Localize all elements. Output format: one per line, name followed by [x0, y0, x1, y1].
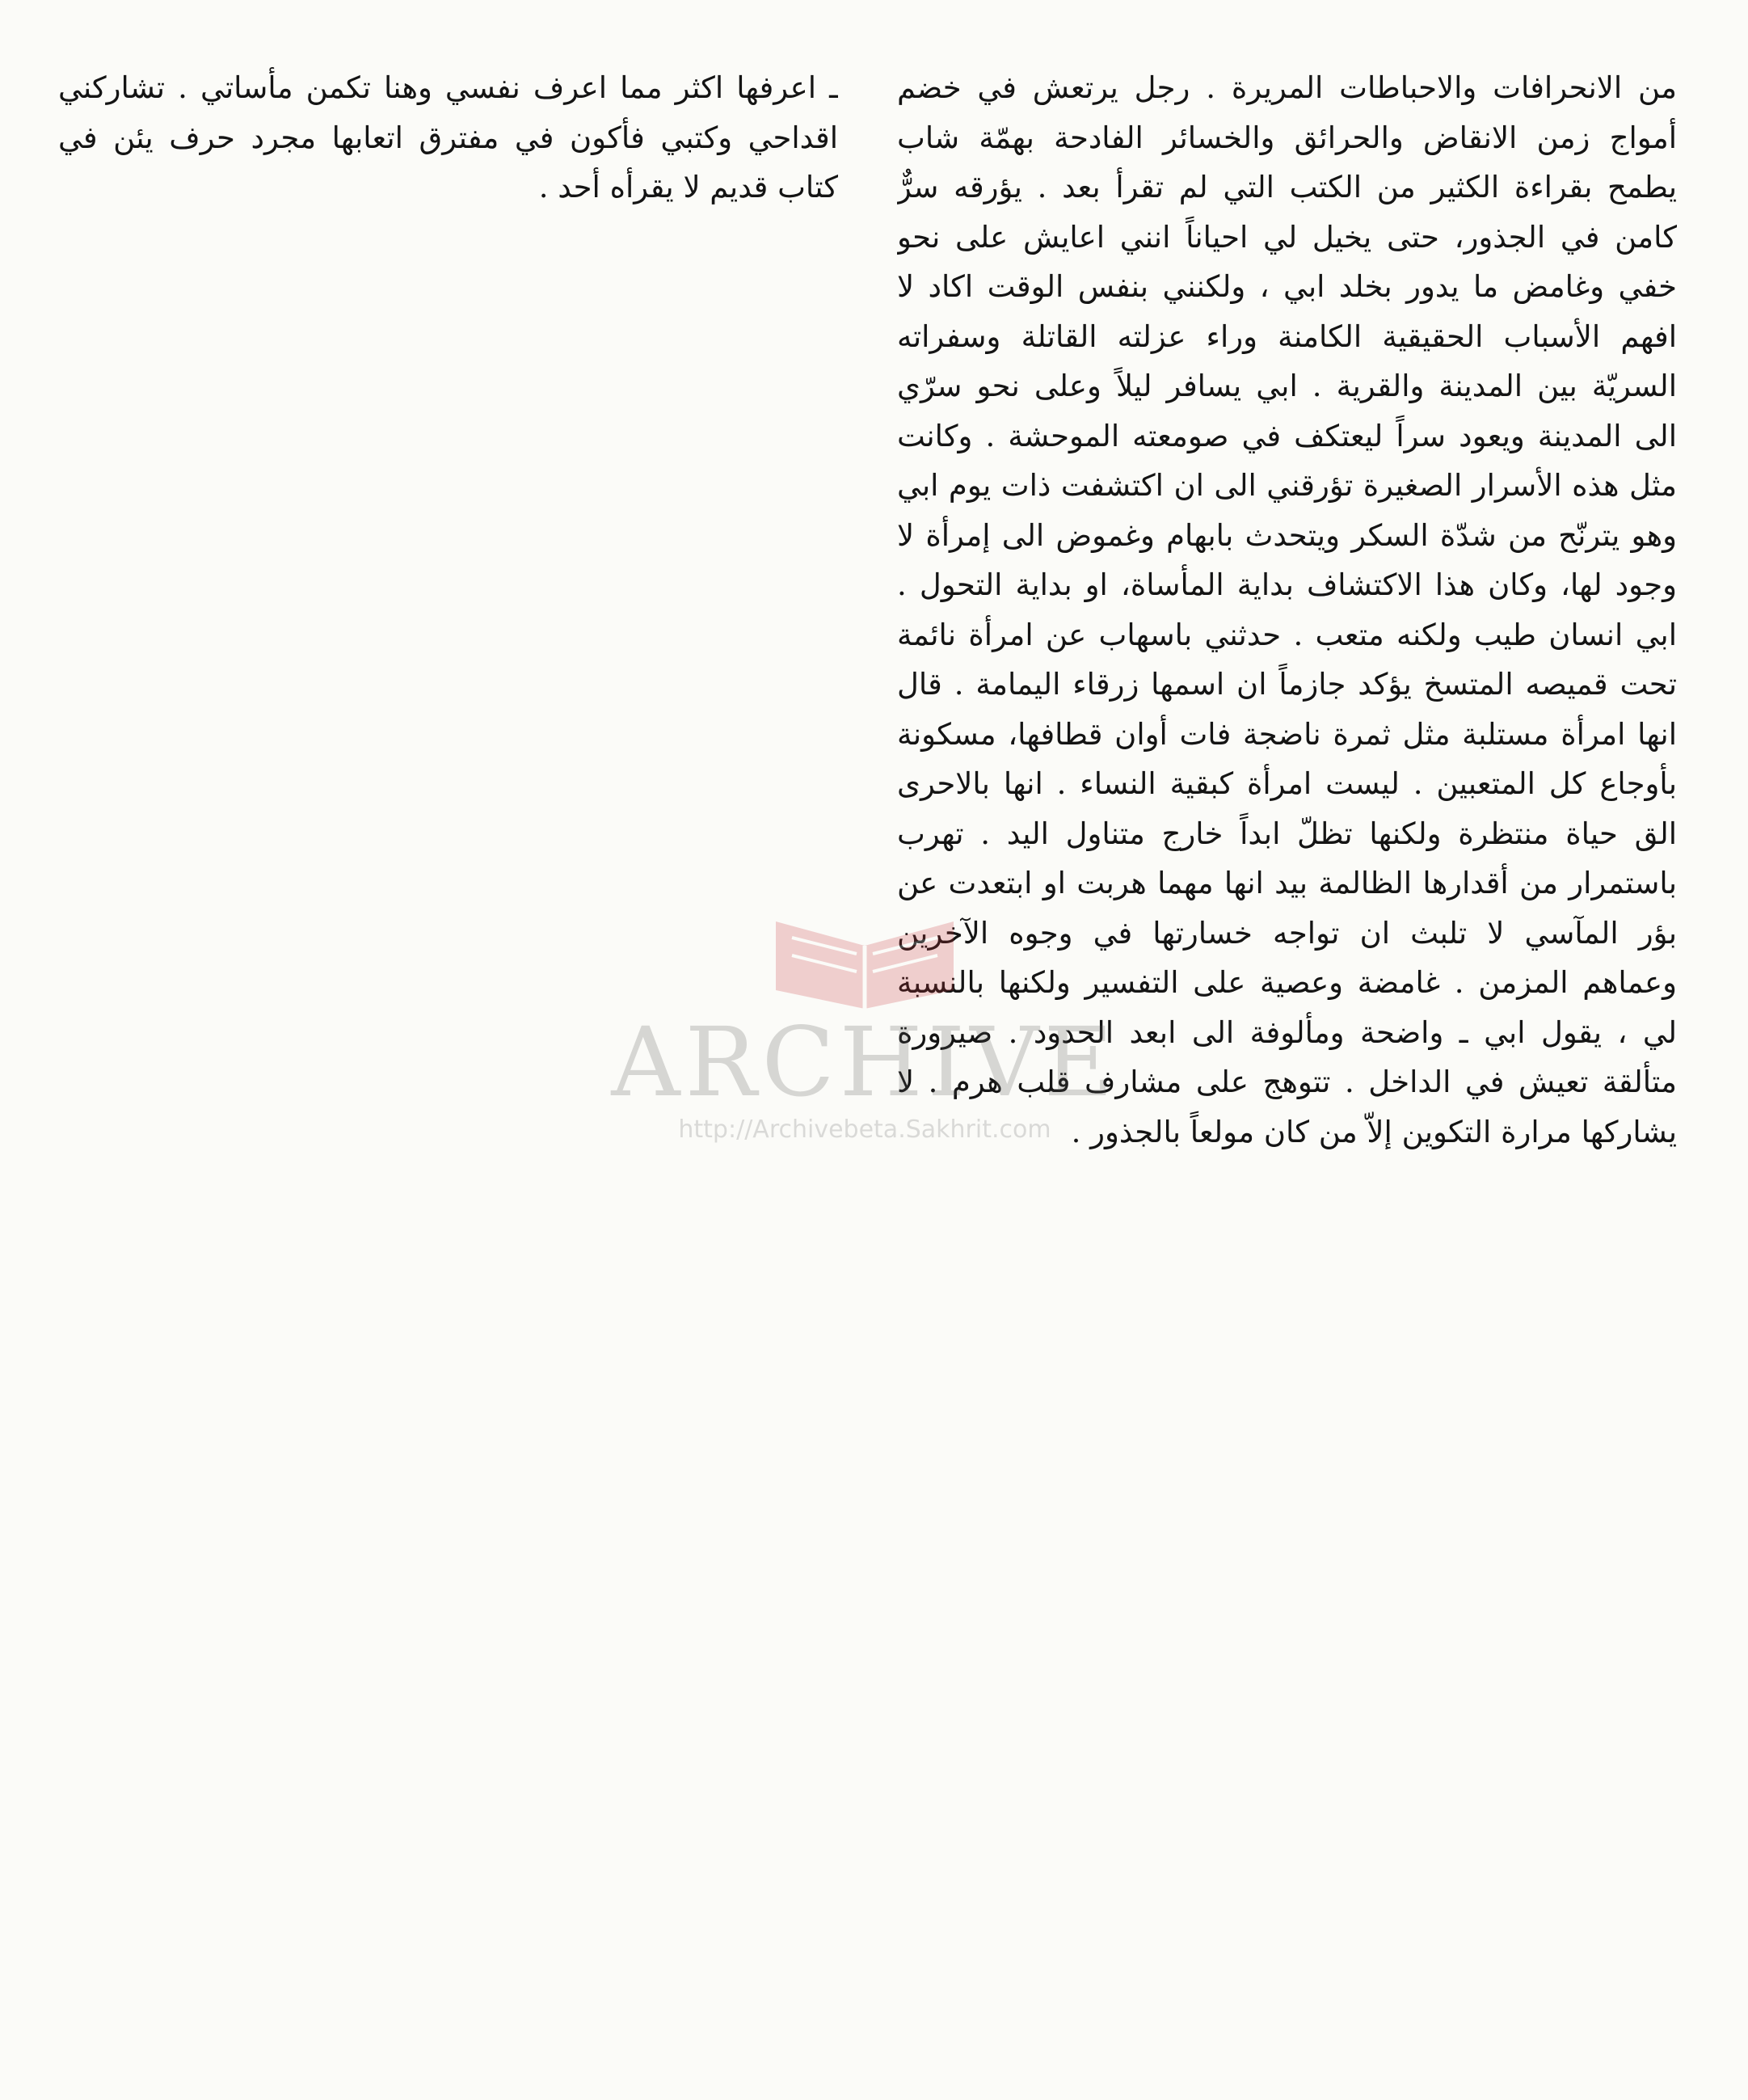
- watermark-url: http://Archivebeta.Sakhrit.com: [678, 1115, 1051, 1144]
- paragraph: من الانحرافات والاحباطات المريرة . رجل يرتعش في خضم أمواج زمن الانقاض والحرائق والخسائر الفادحة بهمّة شاب يطمح بقراءة الكثير من الكتب التي لم تقرأ بعد . يؤرقه سرٌّ كامن في الجذور، حتى يخيل لي احياناً انني اعايش على نحو خفي وغامض ما يدور بخلد ابي ، ولكنني بنفس الوقت اكاد لا افهم الأسباب الحقيقية الكامنة وراء عزلته القاتلة وسفراته السريّة بين المدينة والقرية . ابي يسافر ليلاً وعلى نحو سرّي الى المدينة ويعود سراً ليعتكف في صومعته الموحشة . وكانت مثل هذه الأسرار الصغيرة تؤرقني الى ان اكتشفت ذات يوم ابي وهو يترنّح من شدّة السكر ويتحدث بابهام وغموض الى إمرأة لا وجود لها، وكان هذا الاكتشاف بداية المأساة، او بداية التحول . ابي انسان طيب ولكنه متعب . حدثني باسهاب عن امرأة نائمة تحت قميصه المتسخ يؤكد جازماً ان اسمها زرقاء اليمامة . قال انها امرأة مستلبة مثل ثمرة ناضجة فات أوان قطافها، مسكونة بأوجاع كل المتعبين . ليست امرأة كبقية النساء . انها بالاحرى الق حياة منتظرة ولكنها تظلّ ابداً خارج متناول اليد . تهرب باستمرار من أقدارها الظالمة بيد انها مهما هربت او ابتعدت عن بؤر المآسي لا تلبث ان تواجه خسارتها في وجوه الآخرين وعماهم المزمن . غامضة وعصية على التفسير ولكنها بالنسبة لي ، يقول ابي ـ واضحة ومألوفة الى ابعد الحدود . صيرورة متألقة تعيش في الداخل . تتوهج على مشارف قلب هرم . لا يشاركها مرارة التكوين إلاّ من كان مولعاً بالجذور .: [897, 70, 1677, 1149]
- watermark-title: ARCHIVE: [611, 1006, 1118, 1118]
- paragraph: ـ اعرفها اكثر مما اعرف نفسي وهنا تكمن مأساتي . تشاركني اقداحي وكتبي فأكون في مفترق اتعابها مجرد حرف يئن في كتاب قديم لا يقرأه أحد .: [58, 63, 838, 213]
- right-column: [897, 63, 1677, 2068]
- left-column: [58, 63, 838, 2068]
